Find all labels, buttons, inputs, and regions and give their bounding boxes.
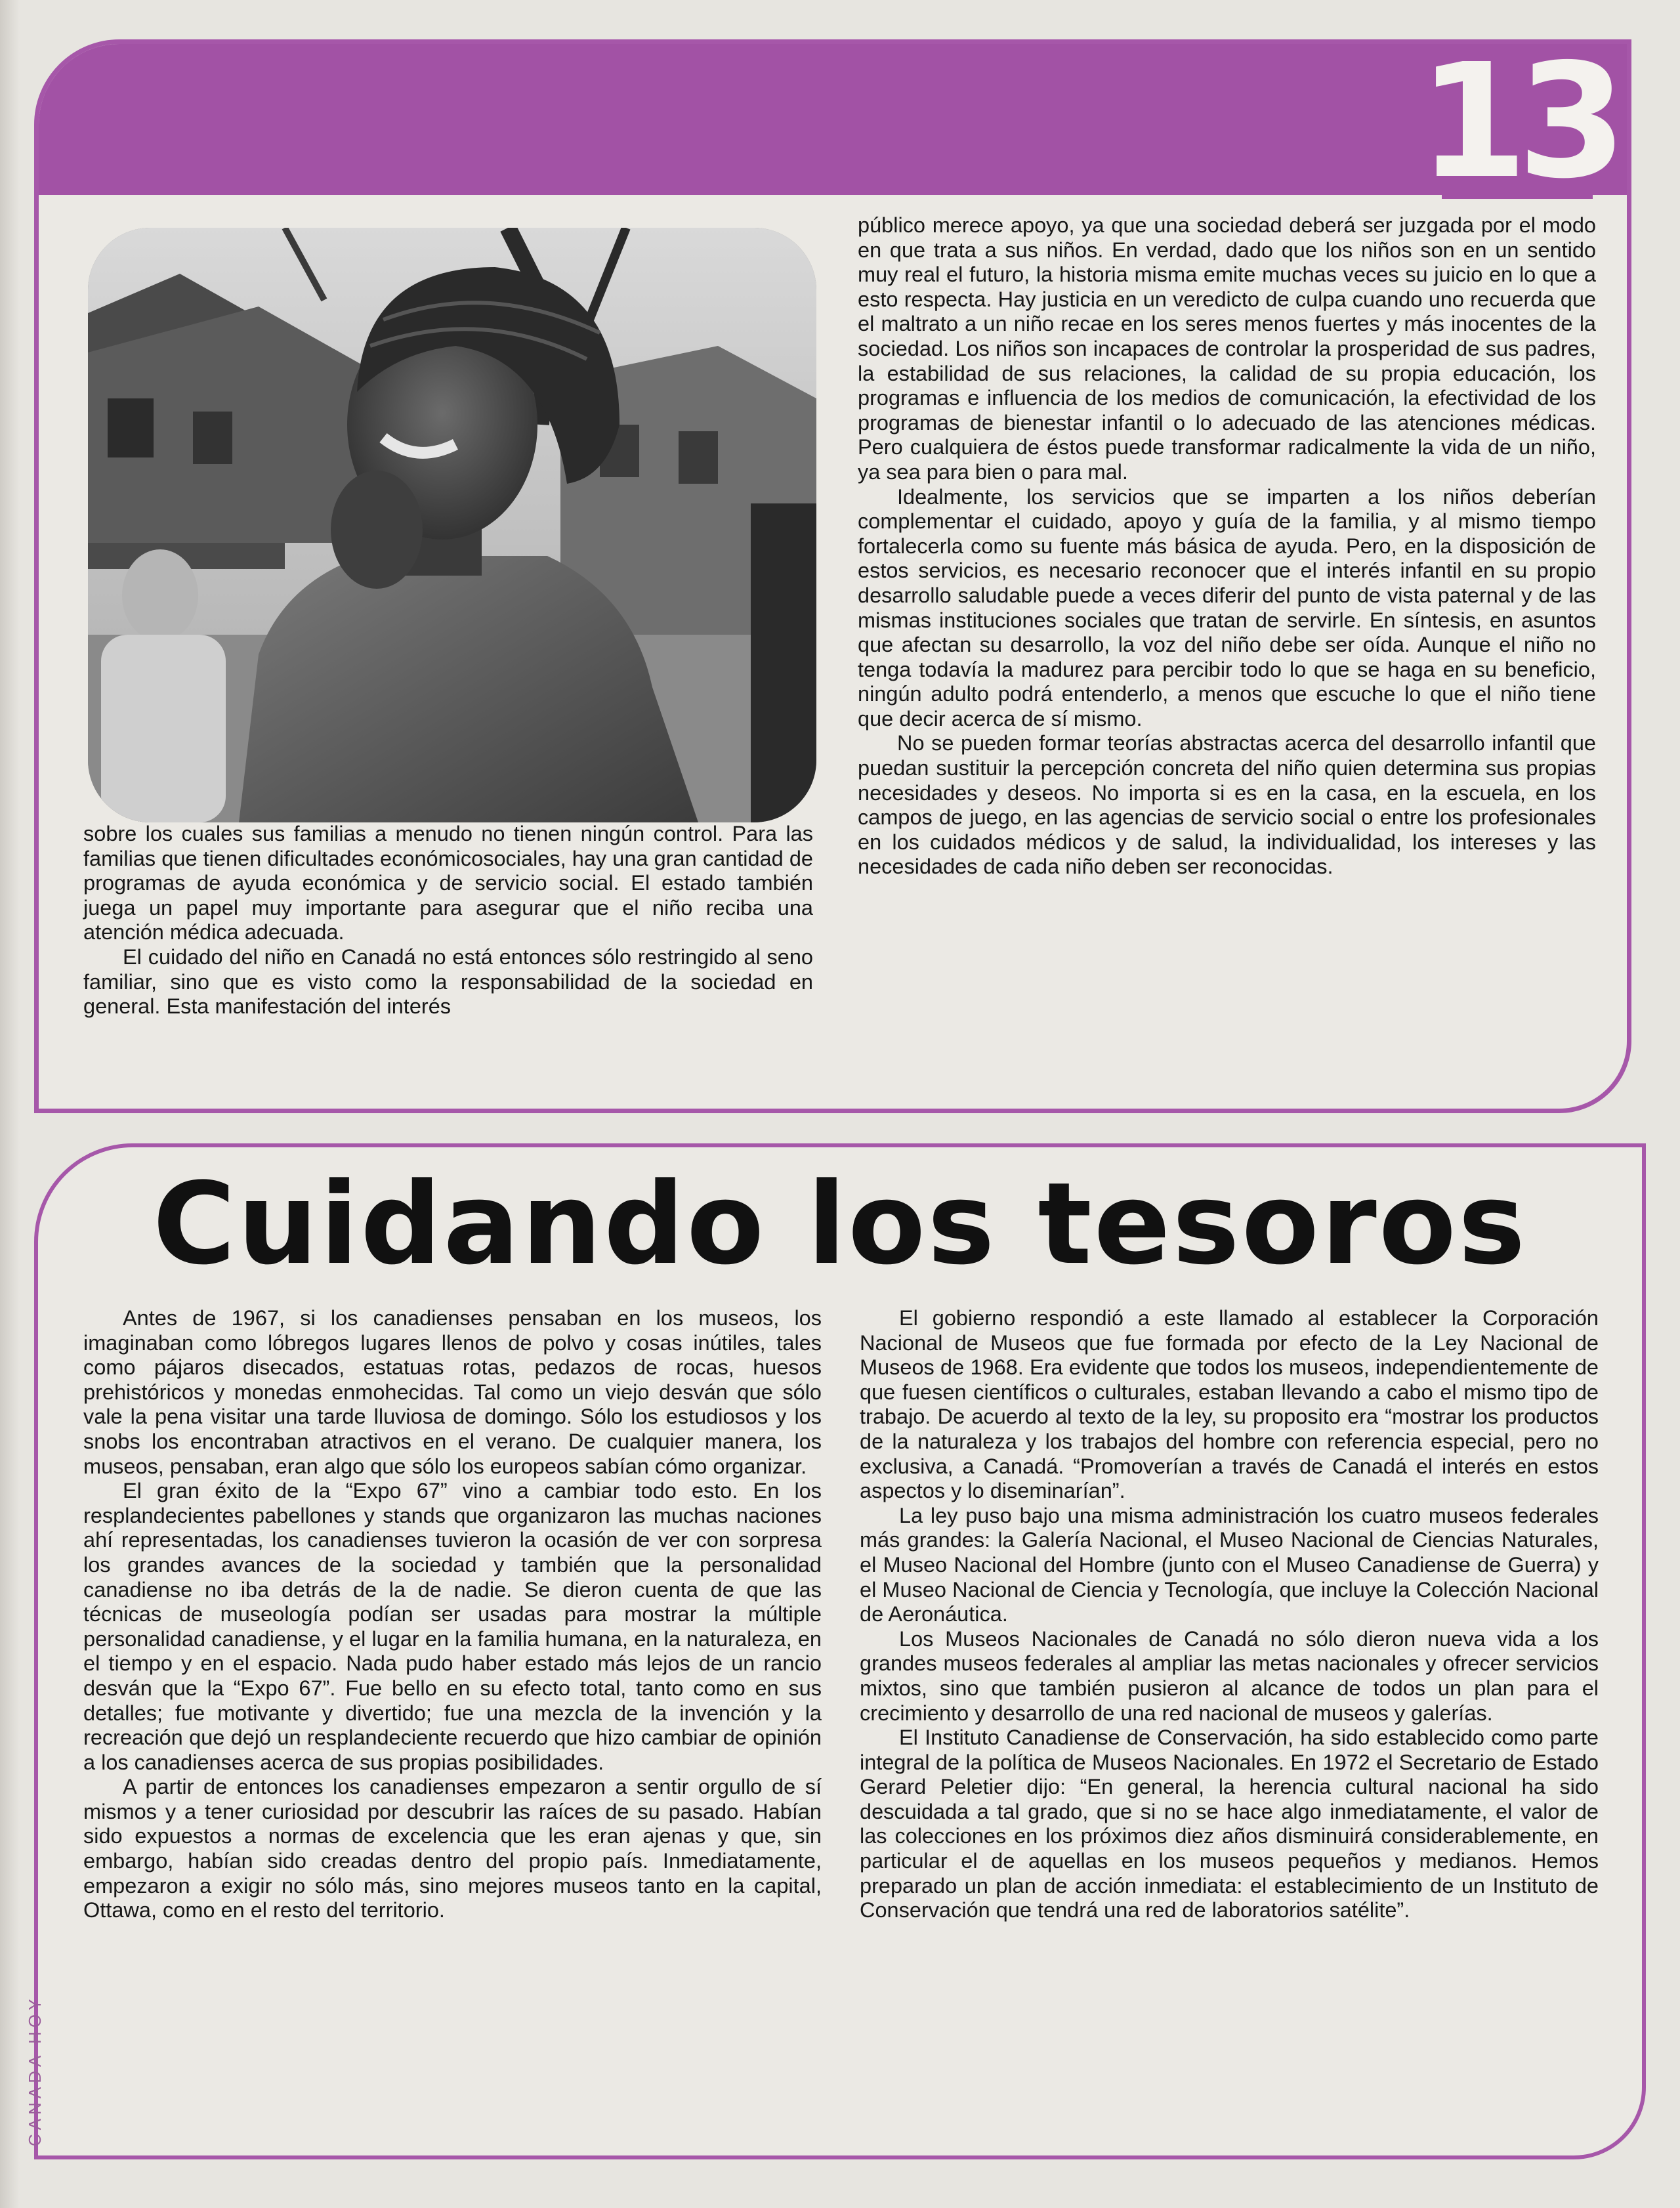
paragraph: El gobierno respondió a este llamado al establecer la Corporación Nacional de Museos que fue formada por efecto de la Ley Nacional de Museos de 1968. Era evidente que todos los museos, independientemente de que fuesen científicos o culturales, estaban llevando a cabo el mismo tipo de trabajo. De acuerdo al texto de la ley, su proposito era “mostrar los productos de la naturaleza y los trabajos del hombre con referencia especial, pero no exclusiva, a Canadá. “Promoverían a través de Canadá el interés en estos aspectos y lo diseminarían”. — [860, 1306, 1599, 1503]
paper-edge — [0, 0, 20, 2208]
paragraph: El cuidado del niño en Canadá no está entonces sólo restringido al seno familiar, sino que es visto como la responsabilidad de la sociedad en general. Esta manifestación del interés — [83, 945, 813, 1019]
paragraph: Antes de 1967, si los canadienses pensaban en los museos, los imaginaban como lóbregos lugares llenos de polvo y cosas inútiles, tales como pájaros disecados, estatuas rotas, pedazos de rocas, huesos prehistóricos y monedas enmohecidas. Tal como un viejo desván que sólo vale la pena visitar una tarde lluviosa de domingo. Sólo los estudiosos y los snobs los encontraban atractivos en el verano. De cualquier manera, los museos, pensaban, eran algo que sólo los europeos sabían cómo organizar. — [83, 1306, 822, 1478]
top-left-column — [83, 822, 813, 1019]
paragraph: El Instituto Canadiense de Conservación, ha sido establecido como parte integral de la política de Museos Nacionales. En 1972 el Secretario de Estado Gerard Peletier dijo: “En general, la herencia cultural nacional ha sido descuidada a tal grado, que si no se hace algo inmediatamente, el valor de las colecciones en los próximos diez años disminuirá considerablemente, en particular el de aquellas en los museos pequeños y medianos. Hemos preparado un plan de acción inmediata: el establecimiento de un Instituto de Conservación que tendrá una red de laboratorios satélite”. — [860, 1726, 1599, 1922]
article-right-column — [860, 1306, 1599, 1923]
paragraph: público merece apoyo, ya que una sociedad deberá ser juzgada por el modo en que trata a sus niños. En verdad, dado que los niños son en un sentido muy real el futuro, la historia misma emite muchas veces su juicio en lo que a esto respecta. Hay justicia en un veredicto de culpa cuando uno recuerda que el maltrato a un niño recae en los seres menos fuertes y más inocentes de la sociedad. Los niños son incapaces de controlar la prosperidad de sus padres, la estabilidad de sus relaciones, la calidad de su propia educación, los programas e influencia de los medios de comunicación, la efectividad de los programas de bienestar infantil o lo adecuado de las atenciones médicas. Pero cualquiera de éstos puede transformar radicalmente la vida de un niño, ya sea para bien o para mal. — [858, 213, 1596, 484]
header-band — [39, 44, 1627, 195]
paragraph: La ley puso bajo una misma administración los cuatro museos federales más grandes: la Galería Nacional, el Museo Nacional de Ciencias Naturales, el Museo Nacional del Hombre (junto con el Museo Canadiense de Guerra) y el Museo Nacional de Ciencia y Tecnología, que incluye la Colección Nacional de Aeronáutica. — [860, 1503, 1599, 1626]
top-right-column — [858, 213, 1596, 880]
paragraph: Los Museos Nacionales de Canadá no sólo dieron nueva vida a los grandes museos federales al ampliar las metas nacionales y ofrecer servicios mixtos, sino que también pusieron al alcance de todos un plan para el crecimiento y desarrollo de una red nacional de museos y galerías. — [860, 1626, 1599, 1725]
page-number: 13 — [1418, 39, 1616, 213]
boy-photo — [88, 228, 816, 822]
paragraph: sobre los cuales sus familias a menudo no tienen ningún control. Para las familias que tienen dificultades económicosociales, hay una gran cantidad de programas de ayuda económica y de servicio social. El estado también juega un papel muy importante para asegurar que el niño reciba una atención médica adecuada. — [83, 822, 813, 945]
paragraph: Idealmente, los servicios que se imparten a los niños deberían complementar el cuidado, apoyo y guía de la familia, y al mismo tiempo fortalecerla como su fuente más básica de ayuda. Pero, en la disposición de estos servicios, es necesario reconocer que el interés infantil en su propio desarrollo saludable puede a veces diferir del punto de vista paternal y de las mismas instituciones sociales que tratan de servirle. En síntesis, en asuntos que afectan su desarrollo, la voz del niño debe ser oída. Aunque el niño no tenga todavía la madurez para percibir todo lo que se haga en su beneficio, ningún adulto podrá entenderlo, a menos que escuche lo que el niño tiene que decir acerca de sí mismo. — [858, 484, 1596, 731]
paragraph: El gran éxito de la “Expo 67” vino a cambiar todo esto. En los resplandecientes pabellones y stands que organizaron las muchas naciones ahí representadas, los canadienses tuvieron la ocasión de ver con sorpresa los grandes avances de la sociedad y también que la personalidad canadiense no iba detrás de la de nadie. Se dieron cuenta de que las técnicas de museología podían ser usadas para mostrar la múltiple personalidad canadiense, y el lugar en la familia humana, en la naturaleza, en el tiempo y en el espacio. Nada pudo haber estado más lejos de un rancio desván que la “Expo 67”. Fue bello en su efecto total, tanto como en sus detalles; fue motivante y divertido; fue una mezcla de la invención y la recreación que dejó un resplandeciente recuerdo que hizo cambiar de opinión a los canadienses acerca de sus propias posibilidades. — [83, 1479, 822, 1774]
photo-image — [88, 228, 816, 822]
paragraph: No se pueden formar teorías abstractas acerca del desarrollo infantil que puedan sustituir la percepción concreta del niño quien determina sus propias necesidades y deseos. No importa si es en la casa, en la escuela, en los campos de juego, en las agencias de servicio social o entre los profesionales en los cuidados médicos y de salud, la individualidad, los intereses y las necesidades de cada niño deben ser reconocidas. — [858, 731, 1596, 879]
article-left-column — [83, 1306, 822, 1923]
article-title: Cuidando los tesoros — [152, 1158, 1528, 1290]
magazine-side-label: CANADA HOY — [25, 1995, 45, 2146]
paragraph: A partir de entonces los canadienses empezaron a sentir orgullo de sí mismos y a tener curiosidad por descubrir las raíces de su pasado. Habían sido expuestos a normas de excelencia que les eran ajenas y que, sin embargo, habían sido creadas dentro del propio país. Inmediatamente, empezaron a exigir no sólo más, sino mejores museos tanto en la capital, Ottawa, como en el resto del territorio. — [83, 1775, 822, 1922]
